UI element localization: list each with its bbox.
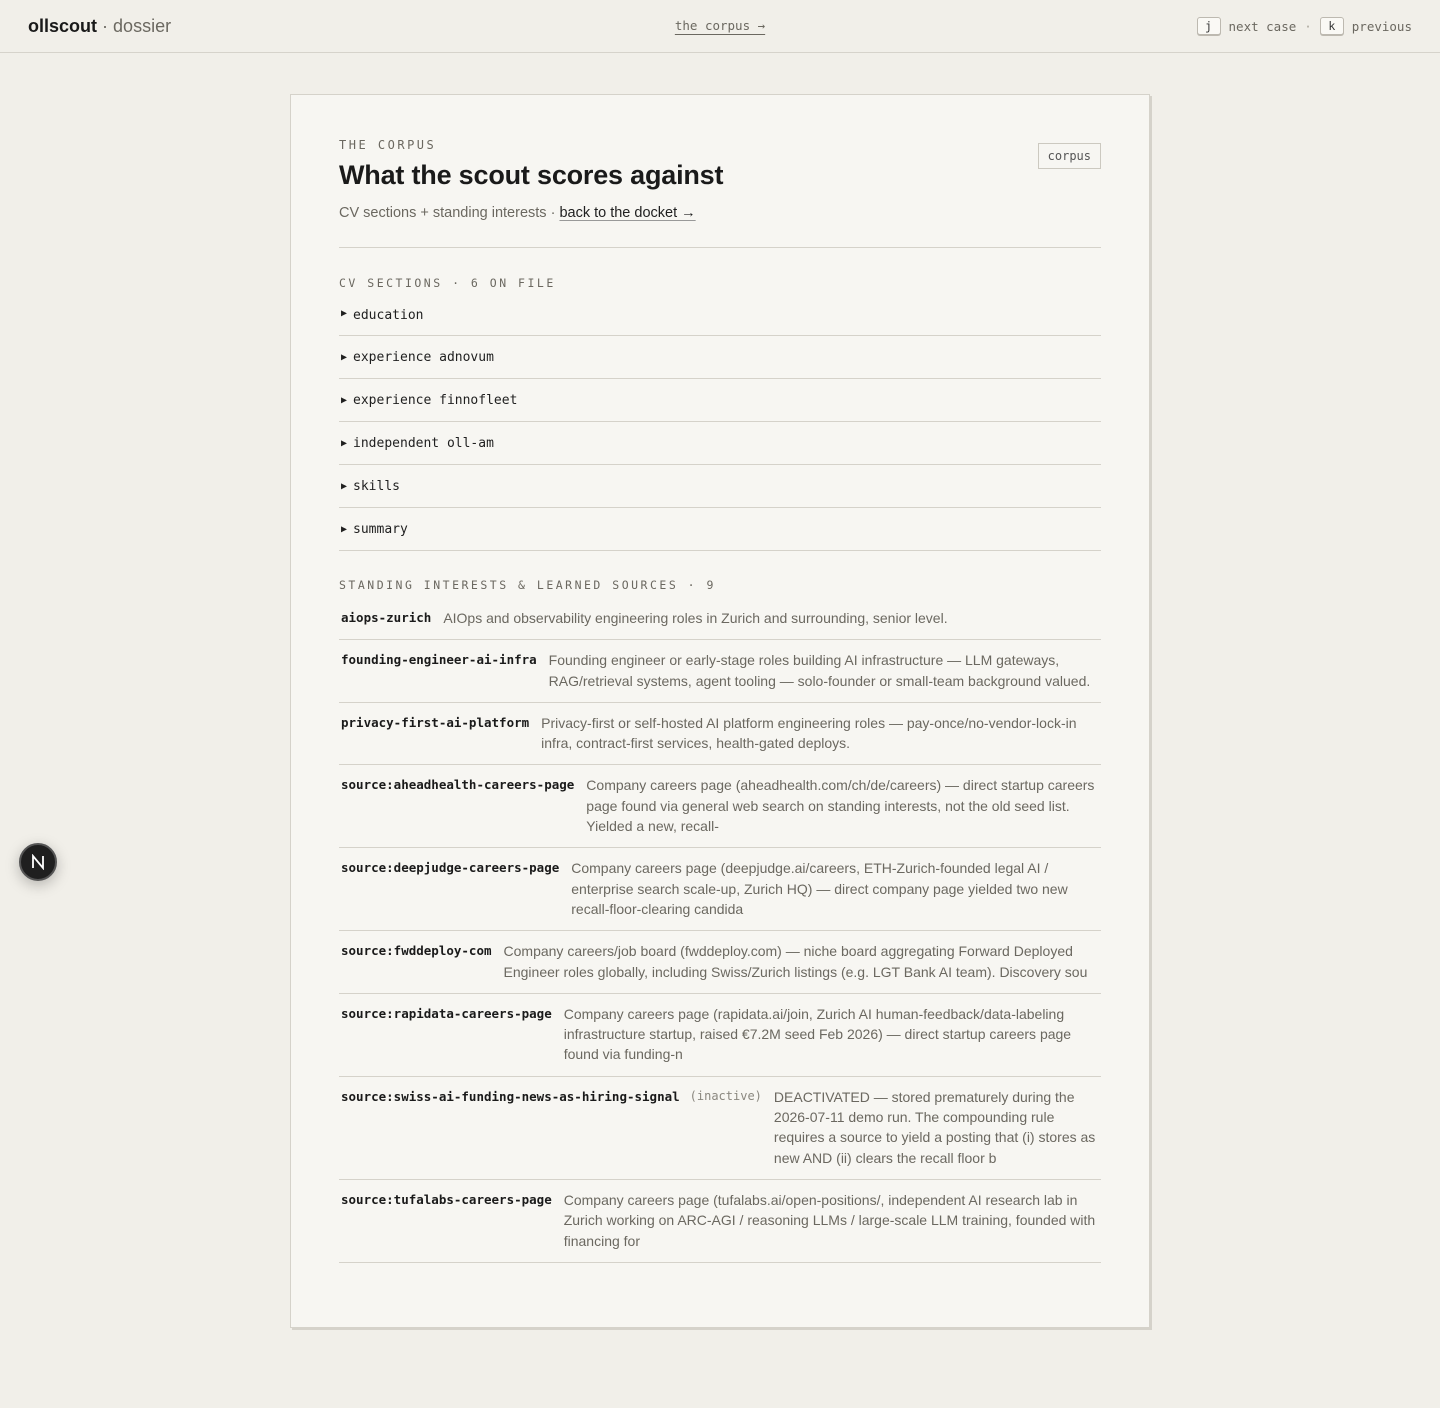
cv-sections-heading: CV SECTIONS · 6 ON FILE xyxy=(339,276,556,290)
page-eyebrow: THE CORPUS xyxy=(339,138,437,152)
expand-triangle-icon: ▶ xyxy=(341,394,348,406)
interest-row xyxy=(339,1180,1101,1263)
interest-description: Company careers page (rapidata.ai/join, Zurich AI human-feedback/data-labeling infrastructure startup, raised €7.2M seed Feb 2026) — direct startup careers page found via funding-n xyxy=(563,1005,1072,1063)
interest-key: source:deepjudge-careers-page xyxy=(341,860,560,876)
cv-section-item[interactable] xyxy=(339,379,1101,422)
page-subtitle xyxy=(339,205,1101,221)
interest-row xyxy=(339,765,1101,848)
interest-row xyxy=(339,931,1101,994)
brand-suffix: dossier xyxy=(113,15,172,36)
interest-key: aiops-zurich xyxy=(341,610,432,625)
corpus-card xyxy=(290,94,1150,1328)
expand-triangle-icon: ▶ xyxy=(341,480,348,492)
cv-section-item[interactable] xyxy=(339,422,1101,465)
interest-row xyxy=(339,848,1101,931)
page-title: What the scout scores against xyxy=(339,160,724,190)
shortcut-separator: · xyxy=(1304,18,1312,34)
expand-triangle-icon: ▶ xyxy=(341,437,348,449)
cv-section-label: skills xyxy=(353,478,400,494)
corpus-badge: corpus xyxy=(1038,143,1101,169)
interest-description: Founding engineer or early-stage roles building AI infrastructure — LLM gateways, RAG/retrieval systems, agent tooling — solo-founder or small-team background valued. xyxy=(548,652,1091,689)
cv-section-item[interactable] xyxy=(339,508,1101,551)
interest-row xyxy=(339,703,1101,766)
expand-triangle-icon: ▶ xyxy=(341,523,348,535)
next-case-label[interactable]: next case xyxy=(1228,18,1297,34)
interest-key: founding-engineer-ai-infra xyxy=(341,652,537,668)
interest-row xyxy=(339,1077,1101,1180)
interest-description: AIOps and observability engineering roles in Zurich and surrounding, senior level. xyxy=(443,610,948,626)
interest-row xyxy=(339,640,1101,703)
interest-description: Company careers page (aheadhealth.com/ch/de/careers) — direct startup careers page found via general web search on standing interests, not the old seed list. Yielded a new, recall- xyxy=(586,777,1095,835)
cv-section-label: education xyxy=(353,308,424,323)
interest-key: privacy-first-ai-platform xyxy=(341,714,530,730)
inactive-status-label: (inactive) xyxy=(689,1088,762,1103)
cv-section-label: independent oll-am xyxy=(353,435,494,451)
corpus-nav-link[interactable]: the corpus → xyxy=(674,18,766,33)
interest-description: DEACTIVATED — stored prematurely during the 2026-07-11 demo run. The compounding rule requires a source to yield a posting that (i) stores as new AND (ii) clears the recall floor b xyxy=(773,1088,1096,1166)
cv-section-label: summary xyxy=(353,521,408,537)
interest-key: source:tufalabs-careers-page xyxy=(341,1191,552,1207)
interest-key: source:aheadhealth-careers-page xyxy=(341,777,575,793)
previous-case-label[interactable]: previous xyxy=(1351,18,1412,34)
app-badge-button[interactable] xyxy=(19,843,57,881)
brand-separator: · xyxy=(102,15,109,36)
brand[interactable] xyxy=(28,16,171,37)
divider xyxy=(339,247,1101,248)
interest-row xyxy=(339,994,1101,1077)
brand-name: ollscout xyxy=(28,15,98,36)
n-logo-icon xyxy=(30,854,46,870)
keyboard-shortcuts xyxy=(1197,17,1412,35)
interests-heading: STANDING INTERESTS & LEARNED SOURCES · 9 xyxy=(339,578,716,592)
interest-key: source:fwddeploy-com xyxy=(341,943,492,959)
cv-section-label: experience finnofleet xyxy=(353,392,518,408)
cv-section-item[interactable] xyxy=(339,336,1101,379)
expand-triangle-icon: ▶ xyxy=(341,308,348,319)
interest-row xyxy=(339,598,1101,640)
cv-section-label: experience adnovum xyxy=(353,349,494,365)
interest-description: Company careers page (tufalabs.ai/open-positions/, independent AI research lab in Zurich working on ARC-AGI / reasoning LLMs / large-scale LLM training, founded with financing for xyxy=(563,1191,1096,1249)
cv-section-item[interactable] xyxy=(339,300,1101,336)
interest-description: Privacy-first or self-hosted AI platform engineering roles — pay-once/no-vendor-lock-in infra, contract-first services, health-gated deploys. xyxy=(541,714,1077,752)
interest-key: source:rapidata-careers-page xyxy=(341,1005,552,1021)
interest-description: Company careers page (deepjudge.ai/careers, ETH-Zurich-founded legal AI / enterprise search scale-up, Zurich HQ) — direct company page yielded two new recall-floor-clearing candida xyxy=(571,860,1068,917)
top-bar xyxy=(0,0,1440,53)
interest-description: Company careers/job board (fwddeploy.com) — niche board aggregating Forward Deployed Engineer roles globally, including Swiss/Zurich listings (e.g. LGT Bank AI team). Discovery sou xyxy=(503,943,1088,980)
interest-key: source:swiss-ai-funding-news-as-hiring-signal xyxy=(341,1088,680,1104)
expand-triangle-icon: ▶ xyxy=(341,351,348,363)
subtitle-text: CV sections + standing interests · xyxy=(339,205,560,221)
cv-section-item[interactable] xyxy=(339,465,1101,508)
previous-key-hint[interactable]: k xyxy=(1320,17,1344,35)
interests-list xyxy=(339,598,1101,1263)
cv-sections-list xyxy=(339,300,1101,551)
back-to-docket-link[interactable]: back to the docket → xyxy=(559,205,696,221)
next-key-hint[interactable]: j xyxy=(1197,17,1221,35)
